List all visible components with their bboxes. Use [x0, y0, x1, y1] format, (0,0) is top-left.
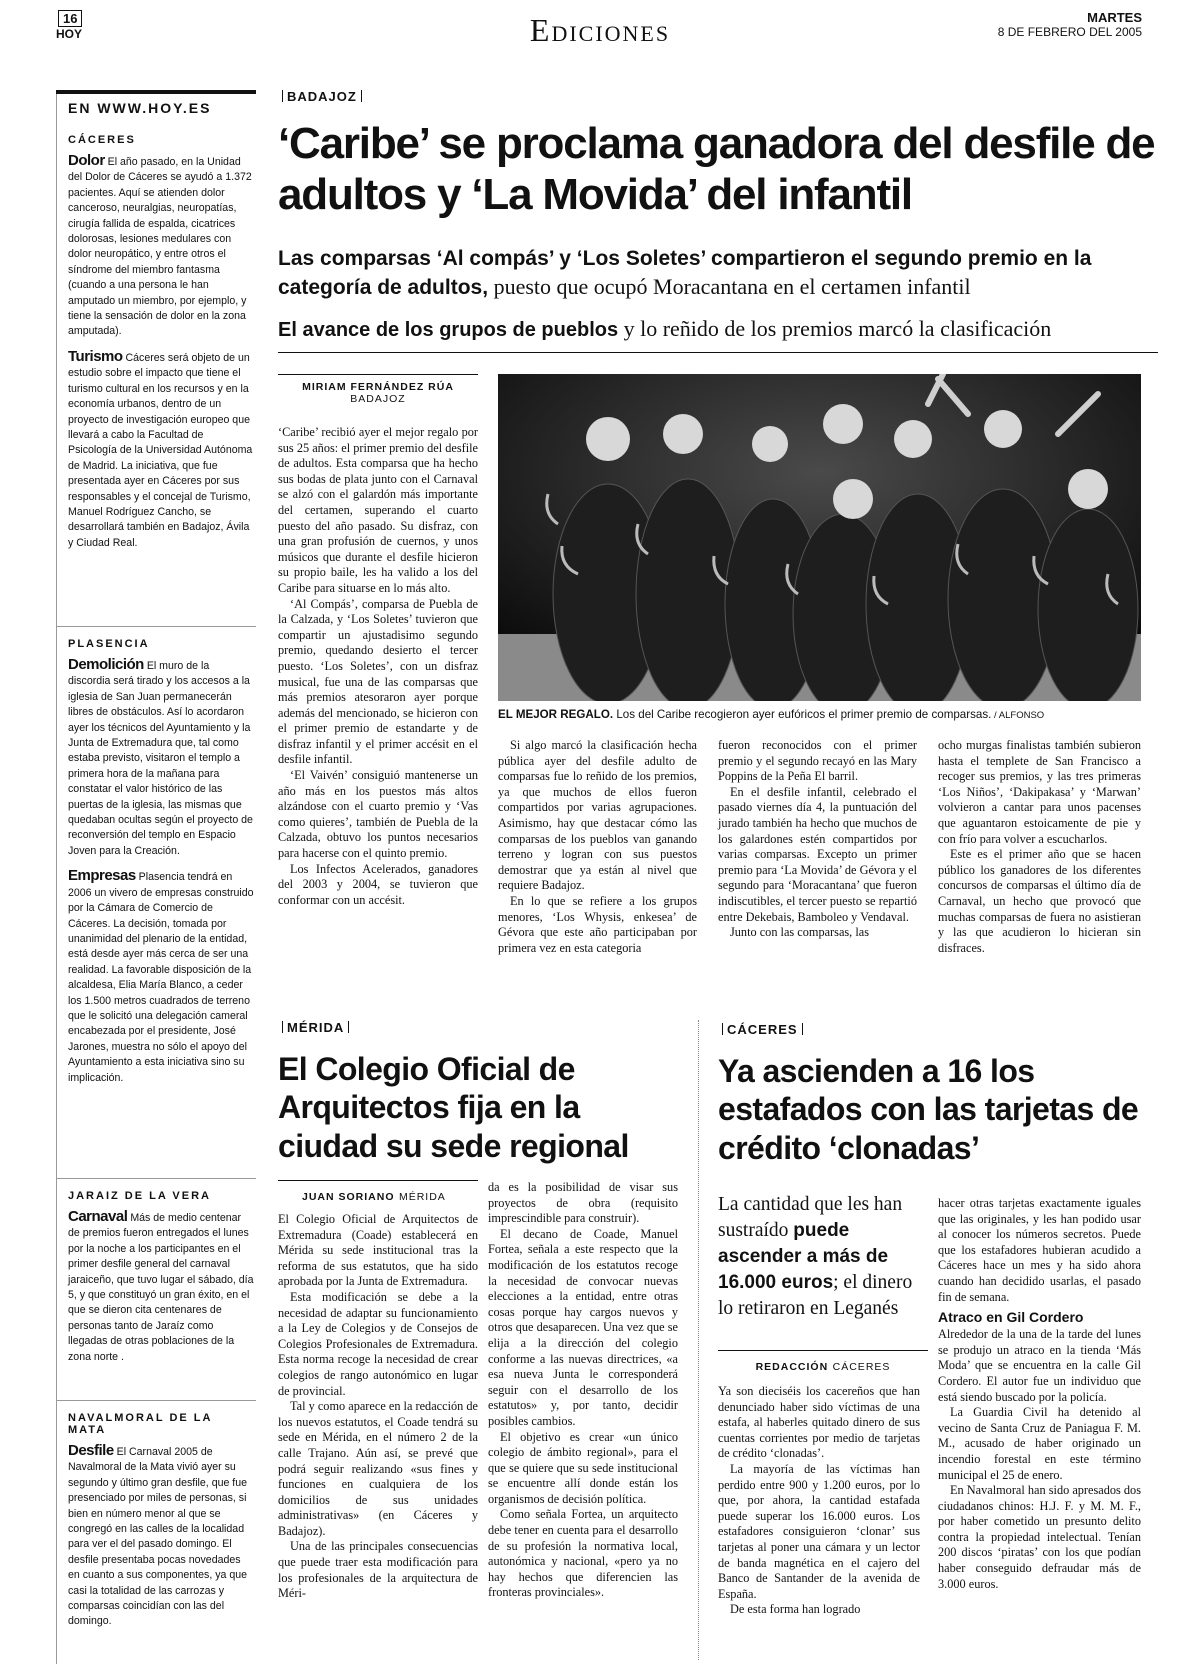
main-subheadline [278, 244, 1158, 301]
subheadline-bold: Las comparsas ‘Al compás’ y ‘Los Soletes’ compartieron el segundo premio en la categoría de adultos, [278, 247, 1092, 299]
sidebar-place: PLASENCIA [68, 638, 150, 650]
section-title: Ediciones [529, 12, 671, 48]
sidebar-topic: Dolor [68, 152, 105, 169]
merida-column-2 [488, 1180, 678, 1601]
paragraph: Si algo marcó la clasificación hecha pública ayer del desfile adulto de comparsas fue lo reñido de los premios, ya que muchos de ellos fueron compartidos por varias agrupaciones. Asimismo, hay que destacar cómo las comparsas de los pueblos van ganando terreno y logran con sus puestos demostrar que ya están al nivel que requiere Badajoz. [498, 738, 697, 893]
byline-place: MÉRIDA [398, 1191, 446, 1203]
sidebar-title[interactable]: EN WWW.HOY.ES [56, 90, 256, 116]
subheadline-rest: puesto que ocupó Moracantana en el certamen infantil [488, 273, 971, 299]
paragraph: Este es el primer año que se hacen público los ganadores de los diferentes concursos de comparsas el último día de Carnaval, un hecho que provocó que muchas comparsas de fuera no asistieran y las que acudieron lo hicieran sin disfraces. [938, 847, 1141, 955]
merida-kicker [278, 1020, 353, 1035]
caceres-headline: Ya ascienden a 16 los estafados con las tarjetas de crédito ‘clonadas’ [718, 1053, 1139, 1166]
header-day: MARTES [1087, 10, 1142, 25]
paragraph: El Colegio Oficial de Arquitectos de Extremadura (Coade) establecerá en Mérida su sede institucional tras la reforma de sus estatutos, que ha sido aprobada por la Junta de Extremadura. [278, 1212, 478, 1289]
byline-author: REDACCIÓN [755, 1361, 829, 1373]
paragraph: Esta modificación se debe a la necesidad de adaptar su funcionamiento a la Ley de Colegios y de Consejos de Colegios Profesionales de Extremadura. Esta norma recoge la necesidad de crear colegios de rango autonómico en lugar de provincial. [278, 1289, 478, 1398]
sidebar-item [68, 1208, 254, 1365]
carnival-photo [498, 374, 1141, 701]
paragraph: ocho murgas finalistas también subieron hasta el templete de San Francisco a recoger sus premios, y las tres primeras ‘Los Niños’, ‘Dakipakasa’ y ‘Marwan’ volvieron a cantar para unos pacenses que aguantaron estoicamente de pie y con frío para volver a escucharlos. [938, 738, 1141, 846]
sidebar-place: CÁCERES [68, 134, 136, 146]
sidebar-item [68, 867, 254, 1086]
sidebar-text: El año pasado, en la Unidad del Dolor de Cáceres se ayudó a 1.372 pacientes. Aquí se atienden dolor canceroso, neuralgias, neuropatías, cirugía fallida de espalda, cicatrices dolorosas, lesiones medulares con dolor neuropático, y entre otros el síndrome del miembro fantasma (cuando a una persona le han amputado un miembro, por ejemplo, y tiene la sensación de dolor en la zona amputada). [68, 156, 252, 338]
paragraph: Los Infectos Acelerados, ganadores del 2003 y 2004, se tuvieron que conformar con un accésit. [278, 861, 478, 907]
paragraph: Una de las principales consecuencias que puede traer esta modificación para los profesionales de la arquitectura de Méri- [278, 1539, 478, 1601]
sidebar-divider [56, 1400, 256, 1401]
story-divider [698, 1020, 699, 1660]
paragraph: Tal y como aparece en la redacción de los nuevos estatutos, el Coade tendrá su sede en Mérida, en el número 2 de la calle Trajano. Aún así, se prevé que podrá seguir realizando «sus fines y funciones en cualquiera de los domicilios de sus unidades administrativas» (en Cáceres y Badajoz). [278, 1399, 478, 1538]
caceres-column-2 [938, 1196, 1141, 1592]
caceres-byline [718, 1350, 928, 1375]
subheadline-bold: El avance de los grupos de pueblos [278, 319, 619, 341]
paragraph: ‘El Vaivén’ consiguió mantenerse un año más en los puestos más altos alzándose con el cuarto premio y ‘Vas como quieres’, también de Puebla de la Calzada, obtuvo los puntos necesarios para hacerse con el quinto premio. [278, 768, 478, 861]
paragraph: Alrededor de la una de la tarde del lunes se produjo un atraco en la tienda ‘Más Moda’ que se encuentra en la calle Gil Cordero. El autor fue un individuo que está siendo buscado por la policía. [938, 1327, 1141, 1404]
sidebar-divider [56, 1178, 256, 1179]
page-number: 16 [58, 10, 82, 27]
sidebar-topic: Empresas [68, 867, 136, 885]
paragraph: Como señala Fortea, un arquitecto debe tener en cuenta para el desarrollo de su profesión la normativa local, autonómica y nacional, «pero ya no hay hechos que diferencien las fronteras provinciales». [488, 1507, 678, 1600]
main-column-4 [938, 738, 1141, 956]
main-subheadline-2 [278, 316, 1158, 353]
paragraph: fueron reconocidos con el primer premio y el segundo recayó en las Mary Poppins de la Peña El barril. [718, 738, 917, 784]
paragraph: Ya son dieciséis los cacereños que han denunciado haber sido víctimas de una estafa, al haberles quitado dinero de sus cuentas corrientes por medio de tarjetas de crédito ‘clonadas’. [718, 1384, 920, 1461]
sidebar-text: Plasencia tendrá en 2006 un vivero de empresas construido por la Cámara de Comercio de Cáceres. La decisión, tomada por unanimidad del plenario de la entidad, está desde ayer más cerca de ser una realidad. La favorable disposición de la alcaldesa, Elia María Blanco, a ceder los 1.500 metros cuadrados de terreno que le solicitó una delegación cameral encabezada por el presidente, José Jarones, muestra no sólo el apoyo del Ayuntamiento a esta iniciativa sino su implicación. [68, 871, 254, 1084]
main-column-2 [498, 738, 697, 956]
byline-place: BADAJOZ [350, 393, 406, 405]
sidebar-block-plasencia [68, 638, 254, 1094]
sidebar-topic: Desfile [68, 1442, 114, 1459]
subheadline-rest: y lo reñido de los premios marcó la clasificación [618, 316, 1052, 341]
paragraph: El objetivo es crear «un único colegio de ámbito regional», para el que se quiere que su sede institucional se encuentre allí donde están los organismos de decisión política. [488, 1429, 678, 1506]
sidebar-text: El Carnaval 2005 de Navalmoral de la Mata vivió ayer su segundo y último gran desfile, que fue presenciado por miles de personas, si bien en número menor al que se congregó en las calles de la localidad para ver el del pasado domingo. El desfile presentaba pocas novedades en cuanto a sus componentes, ya que casi la totalidad de las carrozas y comparsas coincidían con las del domingo. [68, 1446, 248, 1628]
header-date: 8 DE FEBRERO DEL 2005 [997, 25, 1142, 39]
sidebar-block-jaraiz [68, 1190, 254, 1373]
kicker-label: MÉRIDA [287, 1020, 345, 1035]
kicker-label: CÁCERES [727, 1022, 798, 1037]
caceres-subhead: Atraco en Gil Cordero [938, 1309, 1084, 1326]
caceres-subheadline [718, 1192, 928, 1322]
sidebar-text: Cáceres será objeto de un estudio sobre el impacto que tiene el turismo cultural en los recursos y en la economía urbanos, dentro de un proyecto de investigación europeo que llevará a cabo la Facultad de Psicología de la Universidad Autónoma de Madrid. La iniciativa, que fue presentada ayer en Cáceres por sus responsables y el concejal de Turismo, Manuel Rodríguez Cancho, se desarrollará también en Badajoz, Ávila y Ciudad Real. [68, 351, 253, 549]
photo-illustration [498, 374, 1141, 701]
byline-place: CÁCERES [832, 1361, 891, 1373]
main-column-3 [718, 738, 917, 941]
paragraph: En Navalmoral han sido apresados dos ciudadanos chinos: H.J. F. y M. M. F., por haber cometido un presunto delito contra la propiedad intelectual. Tenían 200 discos ‘piratas’ con los que podían haber conseguido defraudar más de 3.000 euros. [938, 1483, 1141, 1591]
byline-author: JUAN SORIANO [302, 1191, 395, 1203]
paragraph: ‘Al Compás’, comparsa de Puebla de la Calzada, y ‘Los Soletes’ tuvieron que compartir un ajustadisimo segundo premio, quedando desierto el tercer puesto. ‘Los Soletes’, con un disfraz musical, fue una de las comparsas que más premios atesoraron ayer porque además del mencionado, se hicieron con el primer premio de estandarte y de disfraz infantil y el primer accésit en el desfile infantil. [278, 596, 478, 767]
paper-name: HOY [56, 27, 83, 41]
photo-caption [498, 708, 1141, 721]
main-kicker [278, 89, 366, 104]
sidebar-topic: Turismo [68, 347, 123, 365]
caceres-kicker [718, 1022, 807, 1037]
sidebar-text: El muro de la discordia será tirado y los accesos a la iglesia de San Juan permanecerán libres de obstáculos. Así lo acordaron ayer los técnicos del Ayuntamiento y la Junta de Extremadura que, tal como estaba previsto, visitaron el templo a primera hora de la mañana para constatar el valor histórico de las puertas de la iglesia, las mismas que quedaban ocultas según el proyecto de reconversión del templo en Espacio Joven para la Creación. [68, 660, 253, 857]
sidebar-block-navalmoral [68, 1412, 254, 1638]
sidebar-text: Más de medio centenar de premios fueron entregados el lunes por la noche a los participantes en el primer desfile general del carnaval jaraiceño, que tuvo lugar el sábado, día 5, y que constituyó un gran éxito, en el que se dieron cita centenares de personas tanto de Jaraíz como llegadas de otras poblaciones de la zona norte . [68, 1212, 254, 1363]
paragraph: De esta forma han logrado [730, 1602, 861, 1617]
sidebar-item [68, 348, 254, 551]
sidebar-topic: Carnaval [68, 1208, 128, 1225]
paragraph: En lo que se refiere a los grupos menores, ‘Los Whysis, enkesea’ de Gévora que este año participaban por primera vez en esta categoria [498, 893, 697, 955]
sidebar-divider [56, 626, 256, 627]
caption-lead: EL MEJOR REGALO. [498, 708, 614, 721]
merida-headline: El Colegio Oficial de Arquitectos fija en la ciudad su sede regional [278, 1051, 629, 1164]
paragraph: Junto con las comparsas, las [730, 925, 869, 940]
paragraph: hacer otras tarjetas exactamente iguales que las originales, y les han podido usar al conocer los números secretos. Puede que los estafadores hubieran acudido a Cáceres hace un mes y ha sido ahora cuando han decidido usarlas, el pasado fin de semana. [938, 1196, 1141, 1304]
kicker-label: BADAJOZ [287, 89, 357, 104]
caption-text: Los del Caribe recogieron ayer eufóricos el primer premio de comparsas. [613, 708, 992, 721]
byline-author: MIRIAM FERNÁNDEZ RÚA [302, 381, 454, 393]
sub-bold: puede ascender a más de 16.000 euros [718, 1220, 889, 1293]
sidebar-item [68, 656, 254, 859]
sidebar-block-caceres [68, 134, 254, 559]
sidebar-topic: Demolición [68, 656, 144, 673]
paragraph: ‘Caribe’ recibió ayer el mejor regalo por sus 25 años: el primer premio del desfile de adultos. Esta comparsa que ha hecho sus bodas de plata junto con el Carnaval se alzó con el galardón más importante del certamen, superando el cuarto puesto del año pasado. Su disfraz, con una gran profusión de cuernos, y unos músicos que durante el desfile hicieron su propio baile, les ha valido a los del Caribe para situarse en lo más alto. [278, 425, 478, 595]
sidebar-place: JARAIZ DE LA VERA [68, 1190, 211, 1202]
sidebar-place: NAVALMORAL DE LA MATA [68, 1412, 213, 1436]
caption-credit: / ALFONSO [991, 710, 1045, 721]
paragraph: En el desfile infantil, celebrado el pasado viernes día 4, la puntuación del jurado también ha hecho que muchos de los galardones estén compartidos por varias comparsas. Excepto un primer premio para ‘La Movida’ de Gévora y el segundo para ‘Moracantana’ que fueron indiscutibles, el tercer puesto se repartió entre Dekebais, Bamboleo y Vendaval. [718, 784, 917, 924]
main-column-1 [278, 425, 478, 908]
merida-byline [278, 1180, 478, 1205]
paragraph: El decano de Coade, Manuel Fortea, señala a este respecto que la modificación de los estatutos recoge la necesidad de convocar nuevas elecciones a la entidad, entre otras cosas porque hay cargos nuevos y otros que desaparecen. Una vez que se elija a la dirección del colegio conforme a las nuevas directrices, «a esa nueva Junta le corresponderá seguir con el desarrollo de los estatutos» y, por tanto, decidir posibles cambios. [488, 1226, 678, 1428]
sub-text: La cantidad que les han sustraído [718, 1194, 903, 1241]
sidebar-item [68, 1442, 254, 1630]
paragraph: La Guardia Civil ha detenido al vecino de Santa Cruz de Paniagua F. M. M., acusado de haber originado un incendio forestal en este término municipal el 25 de enero. [938, 1405, 1141, 1482]
main-headline: ‘Caribe’ se proclama ganadora del desfile de adultos y ‘La Movida’ del infantil [278, 119, 1155, 220]
caceres-column-1 [718, 1384, 920, 1618]
paragraph: La mayoría de las víctimas han perdido entre 900 y 1.200 euros, por lo que, por ahora, la cantidad estafada puede superar los 16.000 euros. Los estafadores consiguieron ‘clonar’ sus tarjetas al poner una cámara y un lector de banda magnética en el cajero del Banco de Santander de la avenida de España. [718, 1461, 920, 1601]
sub-text: ; el dinero lo retiraron en Leganés [718, 1272, 913, 1319]
paragraph: da es la posibilidad de visar sus proyectos de obra (requisito imprescindible para construir). [488, 1180, 678, 1226]
merida-column-1 [278, 1212, 478, 1602]
sidebar-item [68, 152, 254, 340]
main-byline [278, 374, 478, 405]
